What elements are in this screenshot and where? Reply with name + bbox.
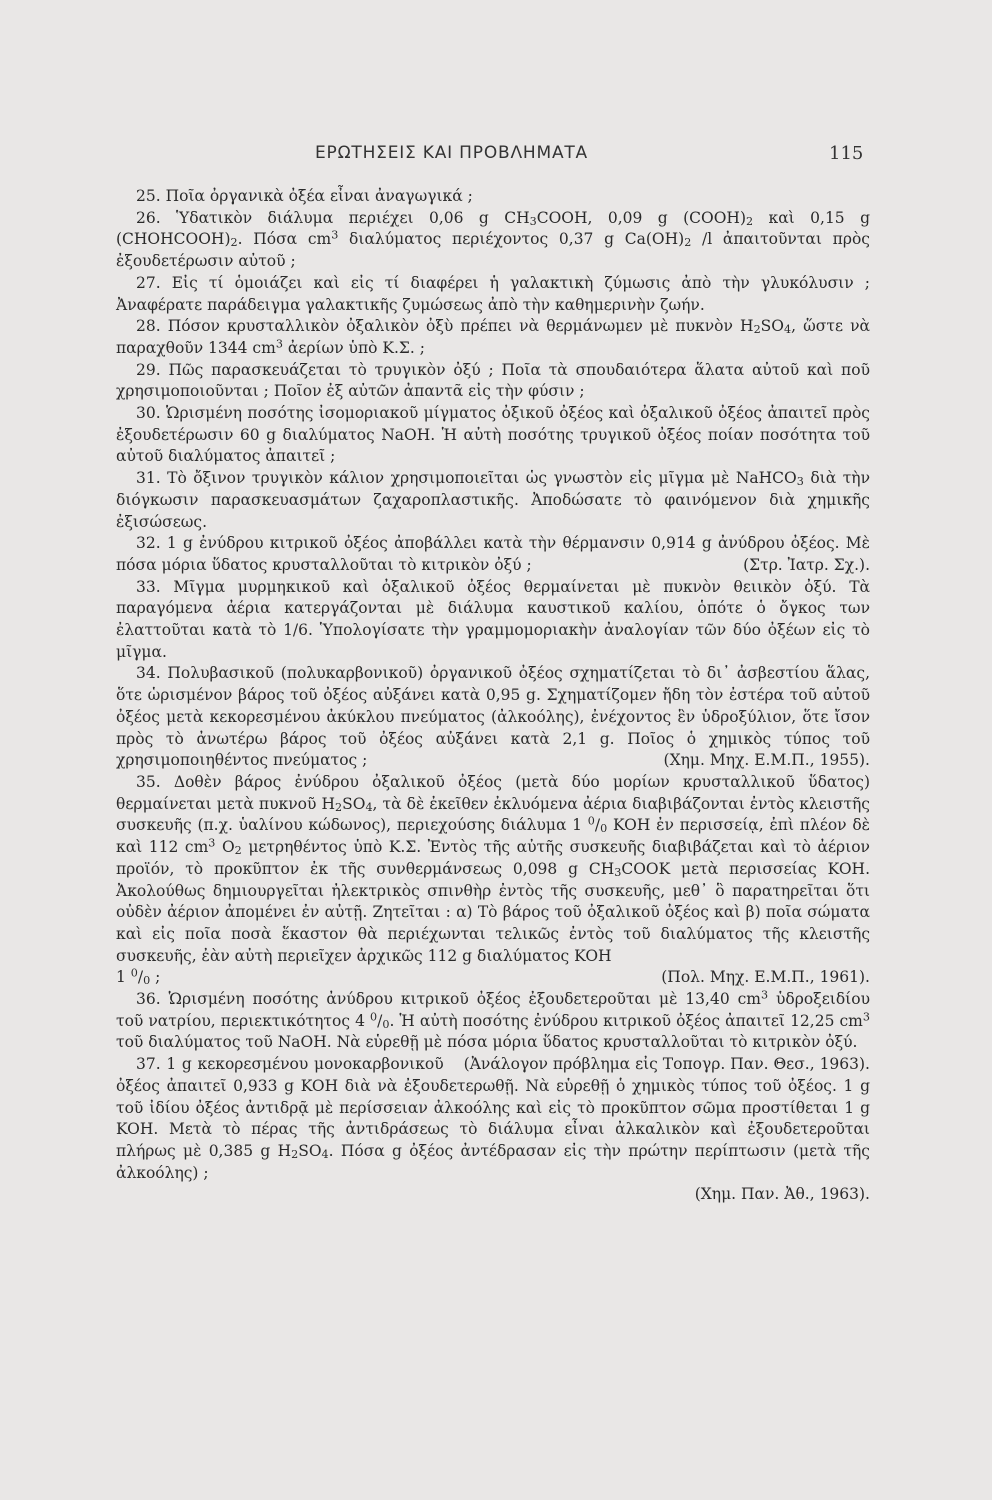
problem-26: 26. Ὑδατικὸν διάλυμα περιέχει 0,06 g $CH_3COOH$, 0,09 g $(COOH)_2$ καὶ 0,15 g $(CHOHCOOH)_2$. Πόσα $cm^3$ διαλύματος περιέχοντος 0,37 g $Ca(OH)_2$ /l ἀπαιτοῦνται πρὸς ἐξουδετέρωσιν αὐτοῦ ; [116,208,871,271]
problems-list [116,186,870,1206]
problem-28: 28. Πόσον κρυσταλλικὸν ὀξαλικὸν ὀξὺ πρέπει νὰ θερμάνωμεν μὲ πυκνὸν $H_2SO_4$, ὥστε νὰ παραχθοῦν 1344 $cm^3$ ἀερίων ὑπὸ Κ.Σ. ; [116,317,870,357]
problem-25: 25. Ποῖα ὀργανικὰ ὀξέα εἶναι ἀναγωγικά ; [136,187,473,205]
problem-33: 33. Μῖγμα μυρμηκικοῦ καὶ ὀξαλικοῦ ὀξέος θερμαίνεται μὲ πυκνὸν θειικὸν ὀξύ. Τὰ παραγόμενα ἀέρια κατεργάζονται μὲ διάλυμα καυστικοῦ καλίου, ὁπότε ὁ ὄγκος των ἐλαττοῦται κατὰ τὸ 1/6. Ὑπολογίσατε τὴν γραμμομοριακὴν ἀναλογίαν τῶν δύο ὀξέων εἰς τὸ μῖγμα. [116,577,870,661]
problem-29: 29. Πῶς παρασκευάζεται τὸ τρυγικὸν ὀξύ ; Ποῖα τὰ σπουδαιότερα ἅλατα αὐτοῦ καὶ ποῦ χρησιμοποιοῦνται ; Ποῖον ἐξ αὐτῶν ἀπαντᾶ εἰς τὴν φύσιν ; [116,360,870,401]
problem-27: 27. Εἰς τί ὁμοιάζει καὶ εἰς τί διαφέρει ἡ γαλακτικὴ ζύμωσις ἀπὸ τὴν γλυκόλυσιν ; Ἀναφέρατε παράδειγμα γαλακτικῆς ζυμώσεως ἀπὸ τὴν καθημερινὴν ζωήν. [116,273,870,314]
page-number: 115 [829,143,864,164]
problem-35-last-line: 1 $^0/_0$ ; (Πολ. Μηχ. Ε.Μ.Π., 1961). [116,966,870,988]
problem-37: 37. 1 g κεκορεσμένου μονοκαρβονικοῦ ὀξέος ἀπαιτεῖ 0,933 g KOH διὰ νὰ ἐξουδετερωθῇ. Νὰ εὑρεθῇ ὁ χημικὸς τύπος τοῦ ὀξέος. 1 g τοῦ ἰδίου ὀξέος ἀντιδρᾷ μὲ περίσσειαν ἀλκοόλης καὶ εἰς τὸ προκῦπτον σῶμα προστίθεται 1 g KOH. Μετὰ τὸ πέρας τῆς ἀντιδράσεως τὸ διάλυμα εἶναι ἀλκαλικὸν καὶ ἐξουδετεροῦται πλήρως μὲ 0,385 g $H_2SO_4$. Πόσα g ὀξέος ἀντέδρασαν εἰς τὴν πρώτην περίπτωσιν (μετὰ τῆς ἀλκοόλης) ; [116,1055,870,1182]
problem-35: 35. Δοθὲν βάρος ἐνύδρου ὀξαλικοῦ ὀξέος (μετὰ δύο μορίων κρυσταλλικοῦ ὕδατος) θερμαίνεται μετὰ πυκνοῦ $H_2SO_4$, τὰ δὲ ἐκεῖθεν ἐκλυόμενα ἀέρια διαβιβάζονται ἐντὸς κλειστῆς συσκευῆς (π.χ. ὑαλίνου κώδωνος), περιεχούσης διάλυμα 1 $^0/_0$ KOH ἐν περισσείᾳ, ἐπὶ πλέον δὲ καὶ 112 $cm^3$ $O_2$ μετρηθέντος ὑπὸ Κ.Σ. Ἐντὸς τῆς αὐτῆς συσκευῆς διαβιβάζεται καὶ τὸ ἀέριον προϊόν, τὸ προκῦπτον ἐκ τῆς συνθερμάνσεως 0,098 g $CH_3COOK$ μετὰ περισσείας KOH. Ἀκολούθως δημιουργεῖται ἠλεκτρικὸς σπινθὴρ ἐντὸς τῆς συσκευῆς, μεθ᾽ ὃ παρατηρεῖται ὅτι οὐδὲν ἀέριον ἀπομένει ἐν αὐτῇ. Ζητεῖται : α) Τὸ βάρος τοῦ ὀξαλικοῦ ὀξέος καὶ β) ποῖα σώματα καὶ εἰς ποῖα ποσὰ ἕκαστον θὰ περιέχωνται τελικῶς ἐντὸς τοῦ διαλύματος τῆς κλειστῆς συσκευῆς, ἐὰν αὐτὴ περιεῖχεν ἀρχικῶς 112 g διαλύματος KOH [116,772,871,965]
problem-34-source: (Χημ. Μηχ. Ε.Μ.Π., 1955). [663,751,870,770]
problem-36-source: (Ἀνάλογον πρόβλημα εἰς Τοπογρ. Παν. Θεσ., 1963). [463,1055,870,1074]
running-title: ΕΡΩΤΗΣΕΙΣ ΚΑΙ ΠΡΟΒΛΗΜΑΤΑ [315,143,588,163]
problem-30: 30. Ὡρισμένη ποσότης ἰσομοριακοῦ μίγματος ὀξικοῦ ὀξέος καὶ ὀξαλικοῦ ὀξέος ἀπαιτεῖ πρὸς ἐξουδετέρωσιν 60 g διαλύματος NaOH. Ἡ αὐτὴ ποσότης τρυγικοῦ ὀξέος ποίαν ποσότητα τοῦ αὐτοῦ διαλύματος ἀπαιτεῖ ; [116,404,870,466]
problem-32-source: (Στρ. Ἰατρ. Σχ.). [743,555,870,574]
problem-31: 31. Τὸ ὄξινον τρυγικὸν κάλιον χρησιμοποιεῖται ὡς γνωστὸν εἰς μῖγμα μὲ NaHCO$_3$ διὰ τὴν διόγκωσιν παρασκευασμάτων ζαχαροπλαστικῆς. Ἀποδώσατε τὸ φαινόμενον διὰ χημικῆς ἐξισώσεως. [116,469,870,531]
problem-37-source: (Χημ. Παν. Ἀθ., 1963). [694,1185,870,1204]
problem-35-source: (Πολ. Μηχ. Ε.Μ.Π., 1961). [661,968,870,987]
problem-34: 34. Πολυβασικοῦ (πολυκαρβονικοῦ) ὀργανικοῦ ὀξέος σχηματίζεται τὸ δι᾽ ἀσβεστίου ἅλας, ὅτε ὡρισμένον βάρος τοῦ ὀξέος αὐξάνει κατὰ 0,95 g. Σχηματίζομεν ἤδη τὸν ἐστέρα τοῦ αὐτοῦ ὀξέος μετὰ κεκορεσμένου ἀκύκλου πνεύματος (ἀλκοόλης), ἐνέχοντος ἓν ὑδροξύλιον, ὅτε ἴσον πρὸς τὸ ἀνωτέρω βάρος τοῦ ὀξέος αὐξάνει κατὰ 2,1 g. Ποῖος ὁ χημικὸς τύπος τοῦ χρησιμοποιηθέντος πνεύματος ; (Χημ. Μηχ. Ε.Μ.Π., 1955). [116,663,870,772]
problem-32: 32. 1 g ἐνύδρου κιτρικοῦ ὀξέος ἀποβάλλει κατὰ τὴν θέρμανσιν 0,914 g ἀνύδρου ὀξέος. Μὲ πόσα μόρια ὕδατος κρυσταλλοῦται τὸ κιτρικὸν ὀξύ ; (Στρ. Ἰατρ. Σχ.). [116,533,870,576]
page-header [0,143,992,169]
problem-36: 36. Ὡρισμένη ποσότης ἀνύδρου κιτρικοῦ ὀξέος ἐξουδετεροῦται μὲ 13,40 $cm^3$ ὑδροξειδίου τοῦ νατρίου, περιεκτικότητος 4 $^0/_0$. Ἡ αὐτὴ ποσότης ἐνύδρου κιτρικοῦ ὀξέος ἀπαιτεῖ 12,25 $cm^3$ τοῦ διαλύματος τοῦ NaOH. Νὰ εὑρεθῇ μὲ πόσα μόρια ὕδατος κρυσταλλοῦται τὸ κιτρικὸν ὀξύ. (Ἀνάλογον πρόβλημα εἰς Τοπογρ. Παν. Θεσ., 1963). [116,989,870,1054]
